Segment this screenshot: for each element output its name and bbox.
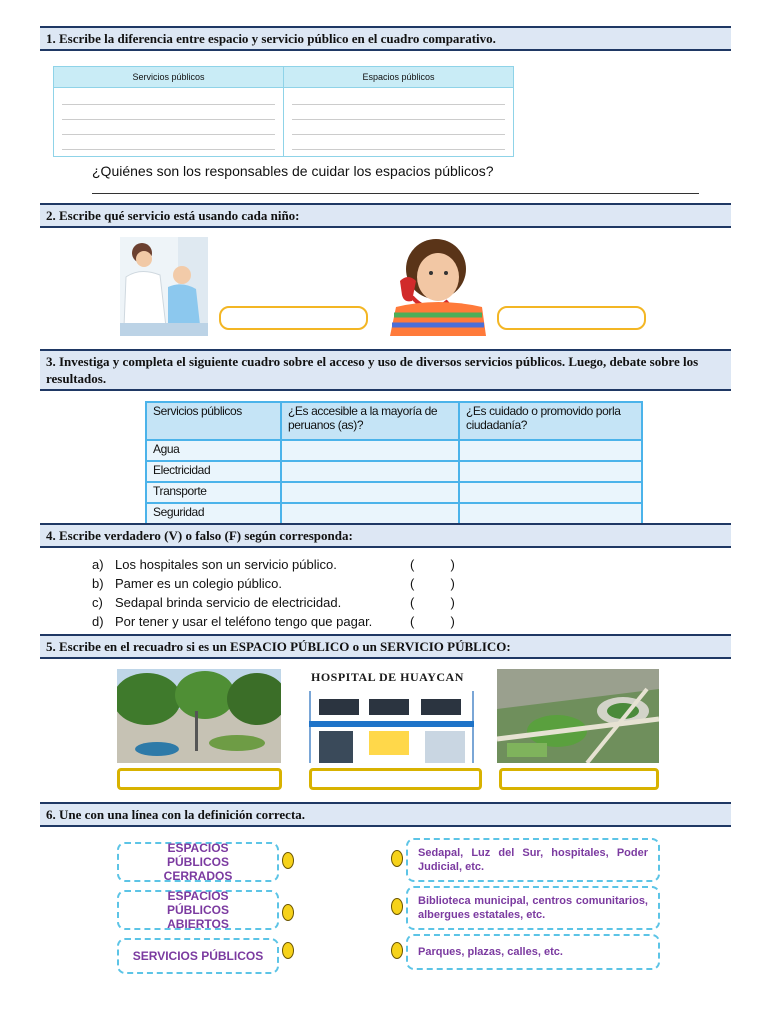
hospital-photo [309,669,474,763]
table-header-cared: ¿Es cuidado o promovido porla ciudadanía? [459,402,642,440]
table-cell[interactable] [281,440,459,461]
match-dot-left-1[interactable] [282,852,294,869]
answer-line[interactable] [92,193,699,194]
classify-answer-box-2[interactable] [309,768,482,790]
section-4-header: 4. Escribe verdadero (V) o falso (F) según corresponda: [40,523,731,548]
table-header-accessible: ¿Es accesible a la mayoría de peruanos (as)? [281,402,459,440]
match-dot-right-2[interactable] [391,898,403,915]
plaza-aerial-photo [497,669,659,763]
match-right-open[interactable]: Parques, plazas, calles, etc. [406,934,660,970]
table-row-label: Electricidad [146,461,281,482]
table-row-label: Transporte [146,482,281,503]
comparison-header-services: Servicios públicos [54,67,284,87]
section-6-header: 6. Une con una línea con la definición correcta. [40,802,731,827]
service-answer-box-1[interactable] [219,306,368,330]
table-cell[interactable] [281,482,459,503]
match-left-open-spaces[interactable]: ESPACIOS PÚBLICOS ABIERTOS [117,890,279,930]
match-dot-left-3[interactable] [282,942,294,959]
comparison-table [53,66,514,157]
match-right-closed[interactable]: Biblioteca municipal, centros comunitarios, albergues estatales, etc. [406,886,660,930]
table-header-services: Servicios públicos [146,402,281,440]
classify-answer-box-3[interactable] [499,768,659,790]
table-row-label: Seguridad [146,503,281,524]
match-right-services[interactable]: Sedapal, Luz del Sur, hospitales, Poder Judicial, etc. [406,838,660,882]
public-services-table [145,401,643,525]
responsibility-question: ¿Quiénes son los responsables de cuidar los espacios públicos? [92,163,494,179]
match-left-closed-spaces[interactable]: ESPACIOS PÚBLICOS CERRADOS [117,842,279,882]
section-5-header: 5. Escribe en el recuadro si es un ESPACIO PÚBLICO o un SERVICIO PÚBLICO: [40,634,731,659]
park-photo [117,669,281,763]
table-cell[interactable] [459,461,642,482]
tf-answer-blank[interactable]: ( ) [410,614,455,629]
doctor-child-photo [120,237,208,336]
match-dot-left-2[interactable] [282,904,294,921]
section-1-header: 1. Escribe la diferencia entre espacio y servicio público en el cuadro comparativo. [40,26,731,51]
comparison-column-services[interactable] [54,88,284,156]
classify-answer-box-1[interactable] [117,768,282,790]
comparison-column-spaces[interactable] [284,88,513,156]
match-dot-right-1[interactable] [391,850,403,867]
match-left-public-services[interactable]: SERVICIOS PÚBLICOS [117,938,279,974]
tf-answer-blank[interactable]: ( ) [410,595,455,610]
tf-answer-blank[interactable]: ( ) [410,557,455,572]
hospital-sign: HOSPITAL DE HUAYCAN [311,670,464,684]
section-2-header: 2. Escribe qué servicio está usando cada niño: [40,203,731,228]
table-cell[interactable] [281,503,459,524]
table-row-label: Agua [146,440,281,461]
tf-answer-blank[interactable]: ( ) [410,576,455,591]
girl-telephone-photo [390,237,486,336]
table-cell[interactable] [281,461,459,482]
section-3-header: 3. Investiga y completa el siguiente cuadro sobre el acceso y uso de diversos servicios públicos. Luego, debate sobre los resultados. [40,349,731,391]
comparison-header-spaces: Espacios públicos [362,72,435,82]
table-cell[interactable] [459,482,642,503]
service-answer-box-2[interactable] [497,306,646,330]
table-cell[interactable] [459,440,642,461]
table-cell[interactable] [459,503,642,524]
match-dot-right-3[interactable] [391,942,403,959]
